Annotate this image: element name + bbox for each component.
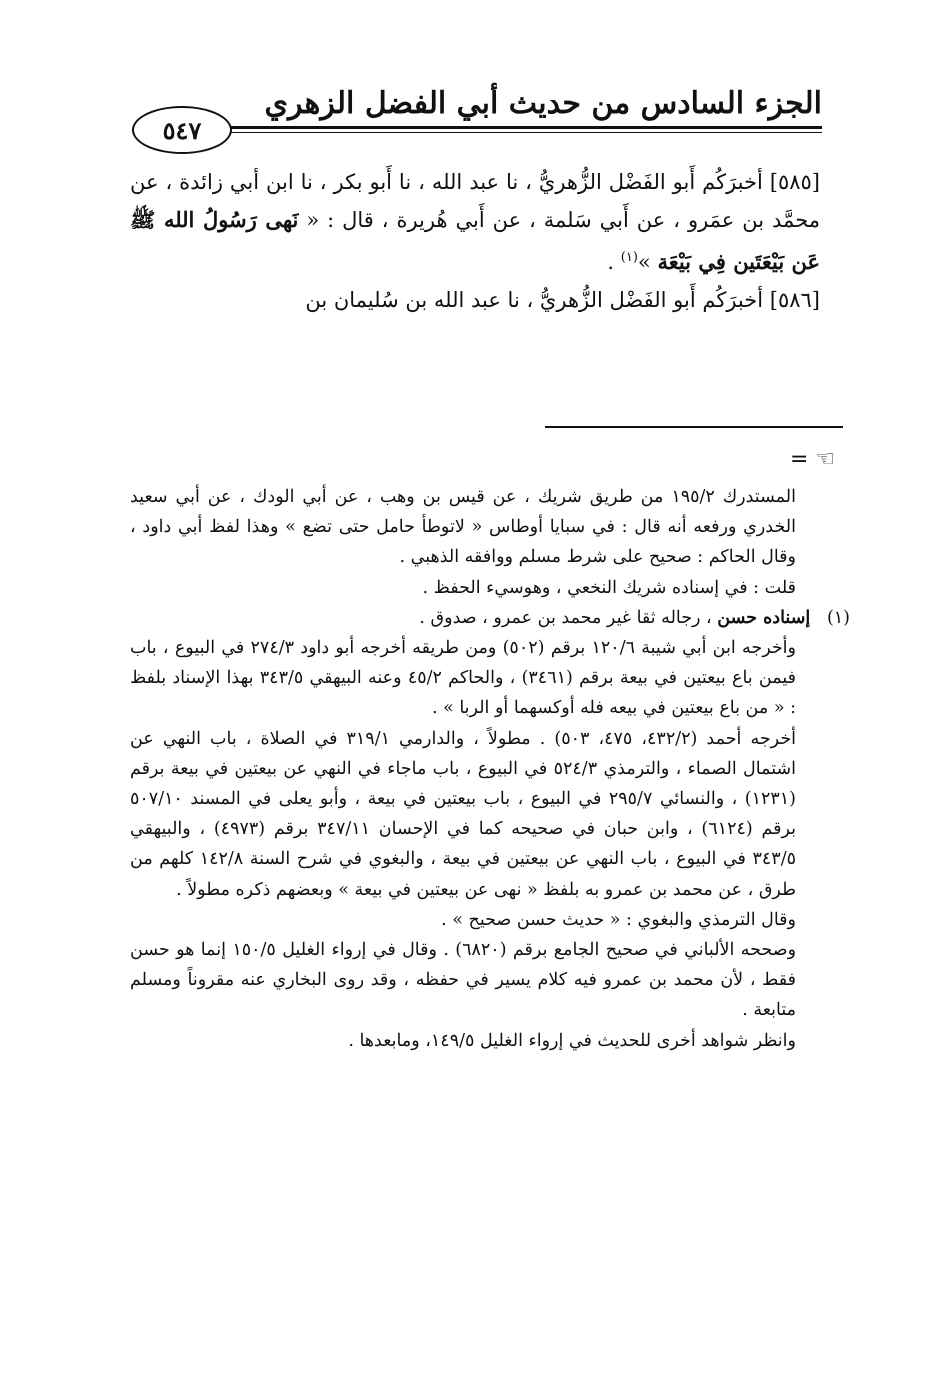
footnote-1-text: ، رجاله ثقا غير محمد بن عمرو ، صدوق . [419,607,718,628]
continuation-mark: = ☜ [790,447,836,472]
footnote-para: وقال الترمذي والبغوي : « حديث حسن صحيح » . [441,909,796,930]
page-number-badge [132,106,232,154]
header-rule-thin [220,132,822,133]
hadith-585-quote: نَهى رَسُولُ الله ﷺ عَن بَيْعَتَين فِي بَيْعَة [130,207,820,274]
hadith-585-intro: [٥٨٥] أخبرَكُم أَبو الفَضْل الزُّهريُّ ، نا عبد الله ، نا أَبو بكر ، نا ابن أبي زائدة ، عن محمَّد بن عمَرو ، عن أَبي سَلمة ، عن أَبي هُريرة ، قال : « [130,170,821,232]
footnote-1-label: إسناده حسن [717,607,811,628]
footnote-para: وأخرجه ابن أبي شيبة ١٢٠/٦ برقم (٥٠٢) ومن طريقه أخرجه أبو داود ٢٧٤/٣ في البيوع ، باب فيمن باع بيعتين في بيعة برقم (٣٤٦١) ، والحاكم ٤٥/٢ وعنه البيهقي ٣٤٣/٥ بهذا الإسناد بلفظ : « من باع بيعتين في بيعه فله أوكسهما أو الربا » . [130,638,796,719]
running-header [132,84,822,156]
footnote-para: أخرجه أحمد (٤٣٢/٢، ٤٧٥، ٥٠٣) . مطولاً ، والدارمي ٣١٩/١ في الصلاة ، باب النهي عن اشتمال الصماء ، والترمذي ٥٢٤/٣ في البيوع ، باب ماجاء في النهي عن بيعتين في بيعة برقم (١٢٣١) ، والنسائي ٢٩٥/٧ في البيوع ، باب بيعتين في بيعة ، وأبو يعلى في المسند ٥٠٧/١٠ برقم (٦١٢٤) ، وابن حبان في صحيحه كما في الإحسان ٣٤٧/١١ برقم (٤٩٧٣) ، والبيهقي ٣٤٣/٥ في البيوع ، باب النهي عن بيعتين في بيعة ، والبغوي في شرح السنة ١٤٢/٨ كلهم من طرق ، عن محمد بن عمرو به بلفظ « نهى عن بيعتين في بيعة » وبعضهم ذكره مطولاً . [130,728,796,900]
page-number: ٥٤٧ [162,115,202,145]
header-rule [220,126,822,129]
footnote-separator [545,426,843,428]
main-text [130,163,820,319]
hadith-585 [130,163,820,281]
hadith-585-end: . [607,250,621,274]
footnotes [130,482,850,1056]
hadith-585-quote-close: » [637,250,658,274]
hadith-586: [٥٨٦] أخبرَكُم أَبو الفَضْل الزُّهريُّ ، نا عبد الله بن سُليمان بن [305,288,820,312]
footnote-continued-para: قلت : في إسناده شريك النخعي ، وهوسيء الحفظ . [422,577,796,598]
footnote-para: وصححه الألباني في صحيح الجامع برقم (٦٨٢٠) . وقال في إرواء الغليل ١٥٠/٥ إنما هو حسن فقط ، لأن محمد بن عمرو فيه كلام يسير في حفظه ، وقد روى البخاري عنه مقروناً ومسلم متابعة . [130,940,797,1021]
footnote-ref-1[interactable]: (١) [620,250,638,265]
footnote-1-first [130,603,850,633]
header-title: الجزء السادس من حديث أبي الفضل الزهري [264,86,822,121]
footnote-continued-para: المستدرك ١٩٥/٢ من طريق شريك ، عن قيس بن وهب ، عن أبي الودك ، عن أبي سعيد الخدري ورفعه أنه قال : في سبايا أوطاس « لاتوطأ حامل حتى تضع » وهذا لفظ أبي داود ، وقال الحاكم : صحيح على شرط مسلم ووافقه الذهبي . [130,487,796,568]
footnote-para: وانظر شواهد أخرى للحديث في إرواء الغليل ١٤٩/٥، ومابعدها . [348,1030,796,1051]
footnote-1-marker: (١) [826,607,850,628]
